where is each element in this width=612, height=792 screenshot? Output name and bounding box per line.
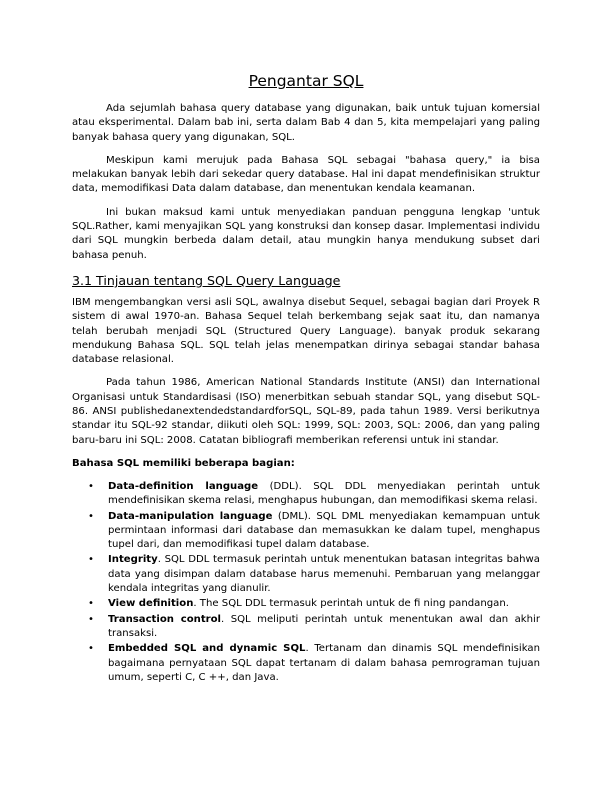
list-item-text: . SQL meliputi perintah untuk menentukan awal dan akhir transaksi. — [108, 613, 541, 639]
list-item — [72, 597, 540, 611]
intro-paragraph-3: Ini bukan maksud kami untuk menyediakan panduan pengguna lengkap 'untuk SQL.Rather, kami menyajikan SQL yang konstruksi dan konsep dasar. Implementasi individu dari SQL mungkin berbeda dalam detail, atau mungkin hanya mendukung subset dari bahasa penuh. — [72, 206, 540, 261]
list-item — [72, 613, 540, 642]
list-item-text: . SQL DDL termasuk perintah untuk menentukan batasan integritas bahwa data yang disimpan dalam database harus memenuhi. Pembaruan yang melanggar kendala integritas yang dianulir. — [108, 554, 540, 595]
list-item-term: View definition — [108, 598, 194, 610]
parts-list — [72, 480, 540, 685]
intro-paragraph-2: Meskipun kami merujuk pada Bahasa SQL sebagai "bahasa query," ia bisa melakukan banyak lebih dari sekedar query database. Hal ini dapat mendefinisikan struktur data, memodifikasi Data dalam database, dan menentukan kendala keamanan. — [72, 154, 540, 195]
section-paragraph-1: IBM mengembangkan versi asli SQL, awalnya disebut Sequel, sebagai bagian dari Proyek R sistem di awal 1970-an. Bahasa Sequel telah berkembang sejak saat itu, dan namanya telah berubah menjadi SQL (Structured Query Language). banyak produk sekarang mendukung Bahasa SQL. SQL telah jelas menempatkan dirinya sebagai standar bahasa database relasional. — [72, 296, 540, 366]
list-item-term: Data-definition language — [108, 480, 259, 492]
list-item-term: Transaction control — [108, 613, 222, 625]
list-item — [72, 480, 540, 509]
page-title: Pengantar SQL — [248, 72, 364, 90]
list-item — [72, 642, 540, 685]
list-item-text: (DML). SQL DML menyediakan kemampuan untuk permintaan informasi dari database dan memasukkan ke dalam tupel, menghapus tupel dari, dan memodifikasi tupel dalam database. — [108, 510, 540, 551]
list-item-text: . The SQL DDL termasuk perintah untuk de fi ning pandangan. — [193, 598, 509, 610]
section-heading: 3.1 Tinjauan tentang SQL Query Language — [72, 272, 341, 288]
parts-subheading: Bahasa SQL memiliki beberapa bagian: — [72, 457, 295, 469]
list-item-term: Data-manipulation language — [108, 510, 273, 522]
bullet-icon: • — [88, 598, 94, 610]
intro-paragraph-1: Ada sejumlah bahasa query database yang digunakan, baik untuk tujuan komersial atau eksperimental. Dalam bab ini, serta dalam Bab 4 dan 5, kita mempelajari yang paling banyak bahasa query yang digunakan, SQL. — [72, 103, 540, 143]
list-item-term: Embedded SQL and dynamic SQL — [108, 643, 306, 655]
document-page — [72, 70, 540, 686]
bullet-icon: • — [88, 554, 94, 566]
bullet-icon: • — [88, 480, 94, 492]
list-item-text: . Tertanam dan dinamis SQL mendefinisikan bagaimana pernyataan SQL dapat tertanam di dalam bahasa pemrograman tujuan umum, seperti C, C ++, dan Java. — [108, 643, 540, 683]
bullet-icon: • — [88, 613, 94, 625]
list-item — [72, 553, 540, 596]
list-item-term: Integrity — [108, 554, 158, 566]
bullet-icon: • — [88, 510, 94, 522]
list-item-text: (DDL). SQL DDL menyediakan perintah untuk mendefinisikan skema relasi, menghapus hubungan, dan memodifikasi skema relasi. — [108, 480, 540, 507]
list-item — [72, 510, 540, 553]
section-paragraph-2: Pada tahun 1986, American National Standards Institute (ANSI) dan International Organisasi untuk Standardisasi (ISO) menerbitkan sebuah standar SQL, yang disebut SQL-86. ANSI publishedanextendedstandardforSQL, SQL-89, pada tahun 1989. Versi berikutnya standar itu SQL-92 standar, diikuti oleh SQL: 1999, SQL: 2003, SQL: 2006, dan yang paling baru-baru ini SQL: 2008. Catatan bibliografi memberikan referensi untuk ini standar. — [72, 377, 540, 446]
bullet-icon: • — [88, 643, 94, 655]
